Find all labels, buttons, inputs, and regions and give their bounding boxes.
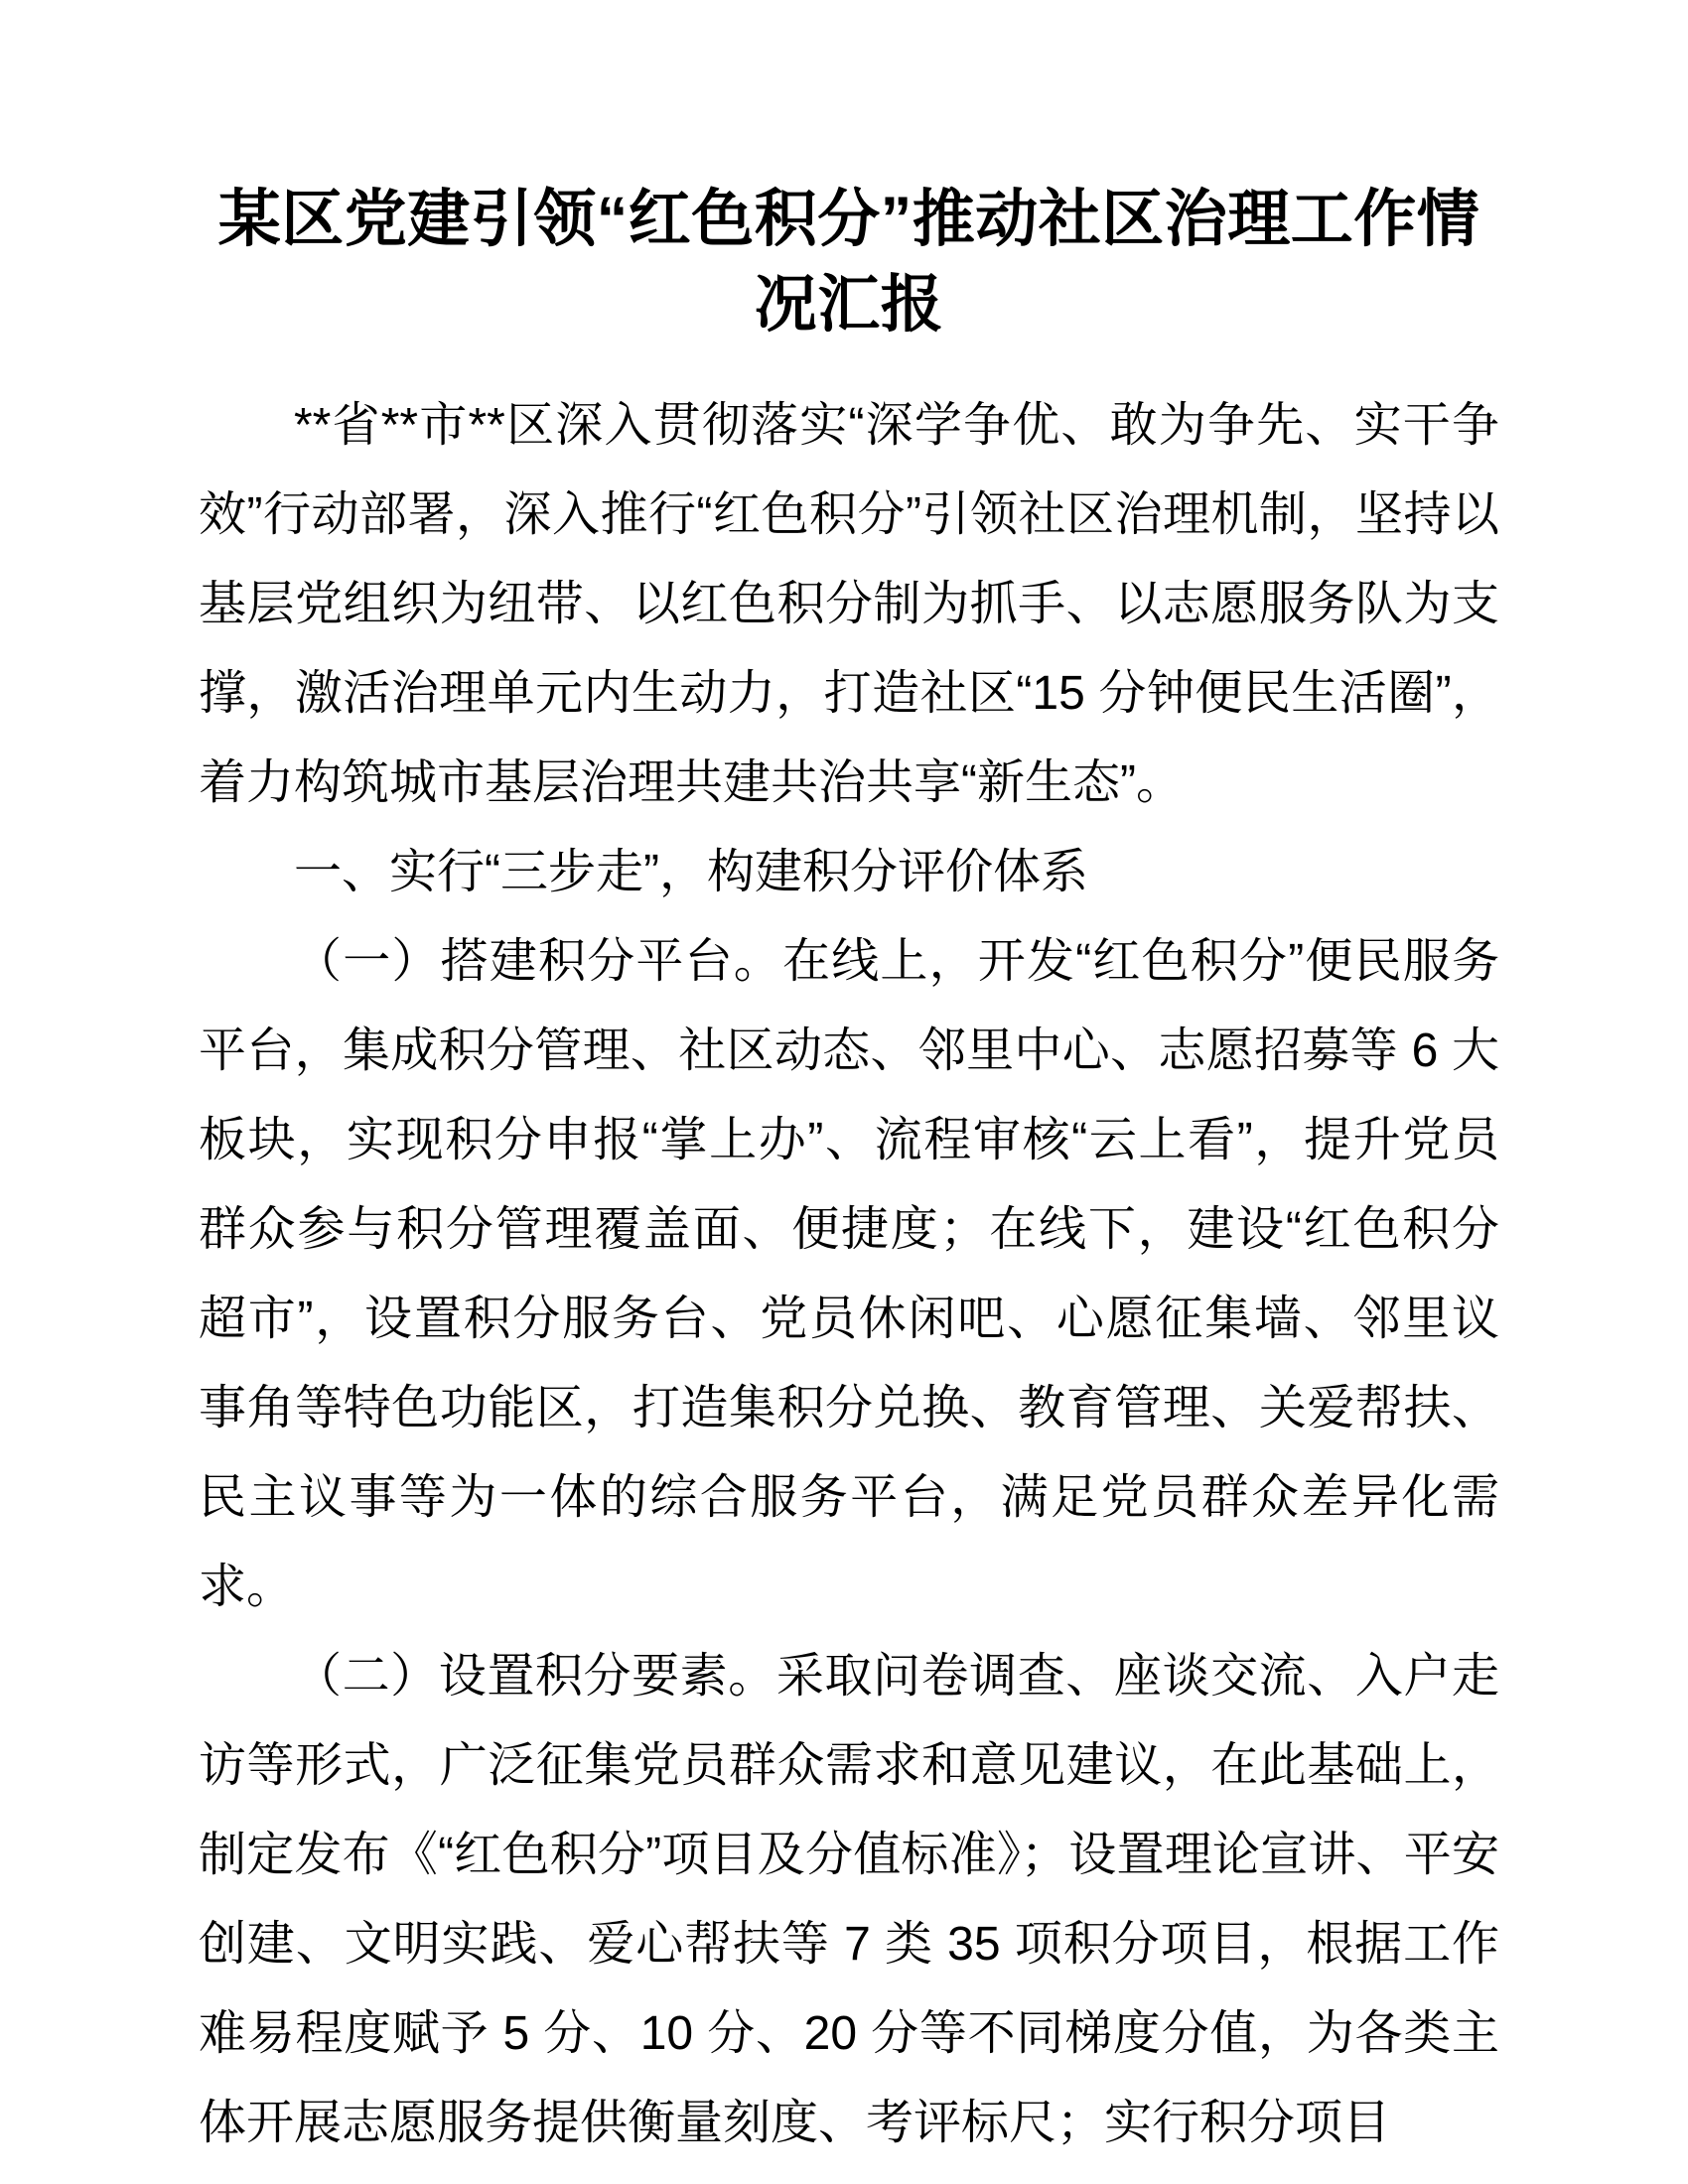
title-line-1: 某区党建引领“红色积分”推动社区治理工作 (217, 185, 1417, 254)
title-line-2: 情况汇报 (754, 185, 1480, 340)
document-body (199, 381, 1499, 2168)
paragraph-item-two: （二）设置积分要素。采取问卷调查、座谈交流、入户走访等形式，广泛征集党员群众需求和意见建议，在此基础上，制定发布《“红色积分”项目及分值标准》；设置理论宣讲、平安创建、文明实践、爱心帮扶等 7 类 35 项积分项目，根据工作难易程度赋予 5 分、10 分、20 分等不同梯度分值，为各类主体开展志愿服务提供衡量刻度、考评标尺；实行积分项目 (199, 1650, 1499, 2149)
page-title (199, 0, 1499, 347)
page-content-area (199, 0, 1499, 2168)
paragraph-item-one: （一）搭建积分平台。在线上，开发“红色积分”便民服务平台，集成积分管理、社区动态、邻里中心、志愿招募等 6 大板块，实现积分申报“掌上办”、流程审核“云上看”，提升党员群众参与积分管理覆盖面、便捷度；在线下，建设“红色积分超市”，设置积分服务台、党员休闲吧、心愿征集墙、邻里议事角等特色功能区，打造集积分兑换、教育管理、关爱帮扶、民主议事等为一体的综合服务平台，满足党员群众差异化需求。 (199, 935, 1499, 1613)
paragraph-intro: **省**市**区深入贯彻落实“深学争优、敢为争先、实干争效”行动部署，深入推行“红色积分”引领社区治理机制，坚持以基层党组织为纽带、以红色积分制为抓手、以志愿服务队为支撑，激活治理单元内生动力，打造社区“15 分钟便民生活圈”，着力构筑城市基层治理共建共治共享“新生态”。 (199, 399, 1499, 809)
section-heading-one: 一、实行“三步走”，构建积分评价体系 (294, 846, 1088, 898)
